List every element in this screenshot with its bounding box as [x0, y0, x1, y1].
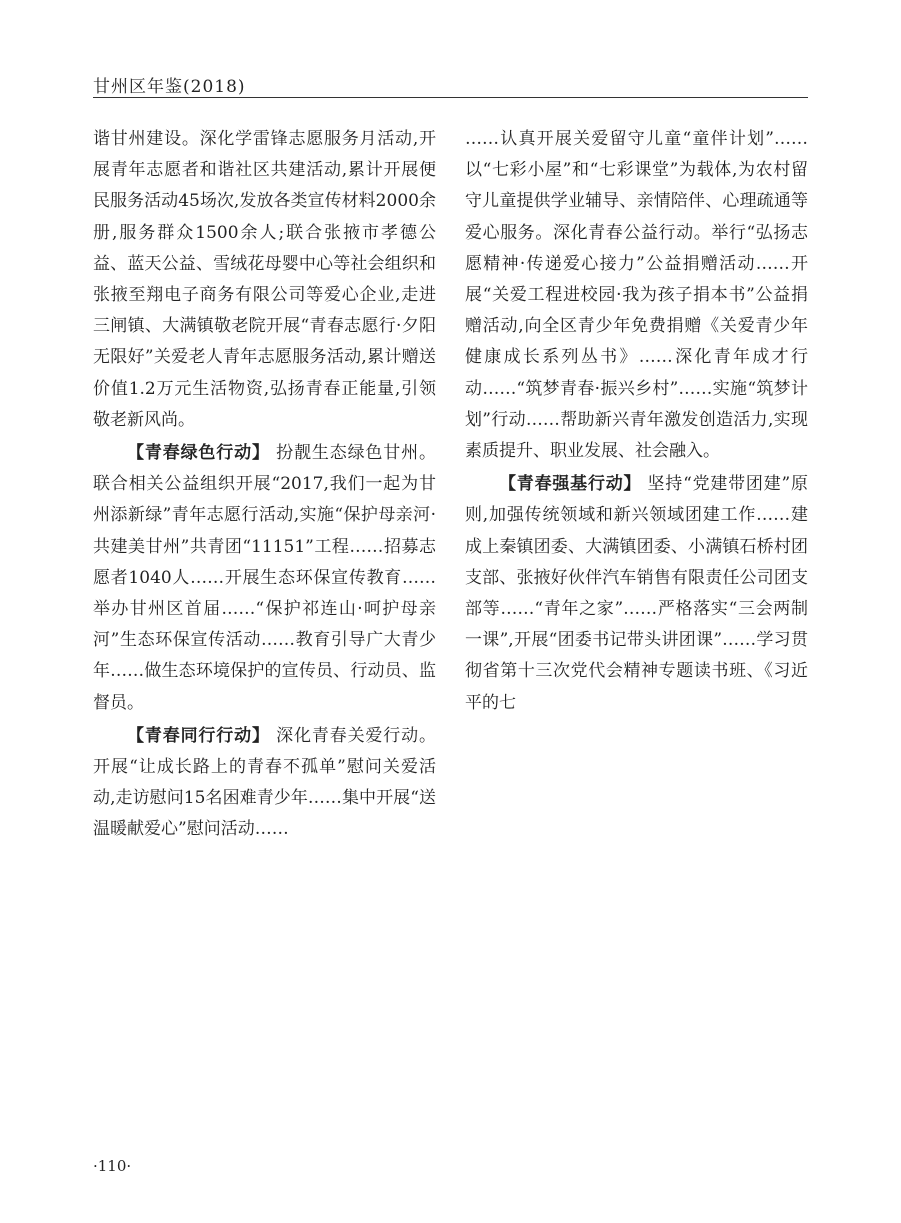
section-together: [93, 721, 436, 846]
paragraph: 谐甘州建设。深化学雷锋志愿服务月活动,开展青年志愿者和谐社区共建活动,累计开展便民服务活动45场次,发放各类宣传材料2000余册,服务群众1500余人;联合张掖市孝德公益、蓝天公益、雪绒花母婴中心等社会组织和张掖至翔电子商务有限公司等爱心企业,走进三闸镇、大满镇敬老院开展“青春志愿行·夕阳无限好”关爱老人青年志愿服务活动,累计赠送价值1.2万元生活物资,弘扬青春正能量,引领敬老新风尚。: [93, 129, 436, 430]
section-heading: 【青春强基行动】: [499, 474, 642, 495]
right-column: [465, 124, 808, 721]
section-body: 深化青春关爱行动。开展“让成长路上的青春不孤单”慰问关爱活动,走访慰问15名困难青少年……集中开展“送温暖献爱心”慰问活动……: [93, 725, 437, 840]
section-green: [93, 438, 436, 719]
section-heading: 【青春绿色行动】: [127, 443, 270, 464]
paragraph: ……认真开展关爱留守儿童“童伴计划”……以“七彩小屋”和“七彩课堂”为载体,为农村留守儿童提供学业辅导、亲情陪伴、心理疏通等爱心服务。深化青春公益行动。举行“弘扬志愿精神·传递爱心接力”公益捐赠活动……开展“关爱工程进校园·我为孩子捐本书”公益捐赠活动,向全区青少年免费捐赠《关爱青少年健康成长系列丛书》……深化青年成才行动……“筑梦青春·振兴乡村”……实施“筑梦计划”行动……帮助新兴青年激发创造活力,实现素质提升、职业发展、社会融入。: [465, 129, 808, 462]
running-header: 甘州区年鉴(2018): [93, 77, 246, 97]
left-column: [93, 124, 436, 848]
page-number: ·110·: [93, 1157, 132, 1175]
header-rule: [93, 97, 808, 98]
section-body: 扮靓生态绿色甘州。联合相关公益组织开展“2017,我们一起为甘州添新绿”青年志愿行活动,实施“保护母亲河·共建美甘州”共青团“11151”工程……招募志愿者1040人……开展生态环保宣传教育……举办甘州区首届……“保护祁连山·呵护母亲河”生态环保宣传活动……教育引导广大青少年……做生态环境保护的宣传员、行动员、监督员。: [93, 443, 437, 713]
section-heading: 【青春同行行动】: [127, 725, 270, 746]
section-foundation: [465, 469, 808, 719]
section-body: 坚持“党建带团建”原则,加强传统领域和新兴领域团建工作……建成上秦镇团委、大满镇团委、小满镇石桥村团支部、张掖好伙伴汽车销售有限责任公司团支部等……“青年之家”……严格落实“三会两制一课”,开展“团委书记带头讲团课”……学习贯彻省第十三次党代会精神专题读书班、《习近平的七: [465, 474, 808, 713]
